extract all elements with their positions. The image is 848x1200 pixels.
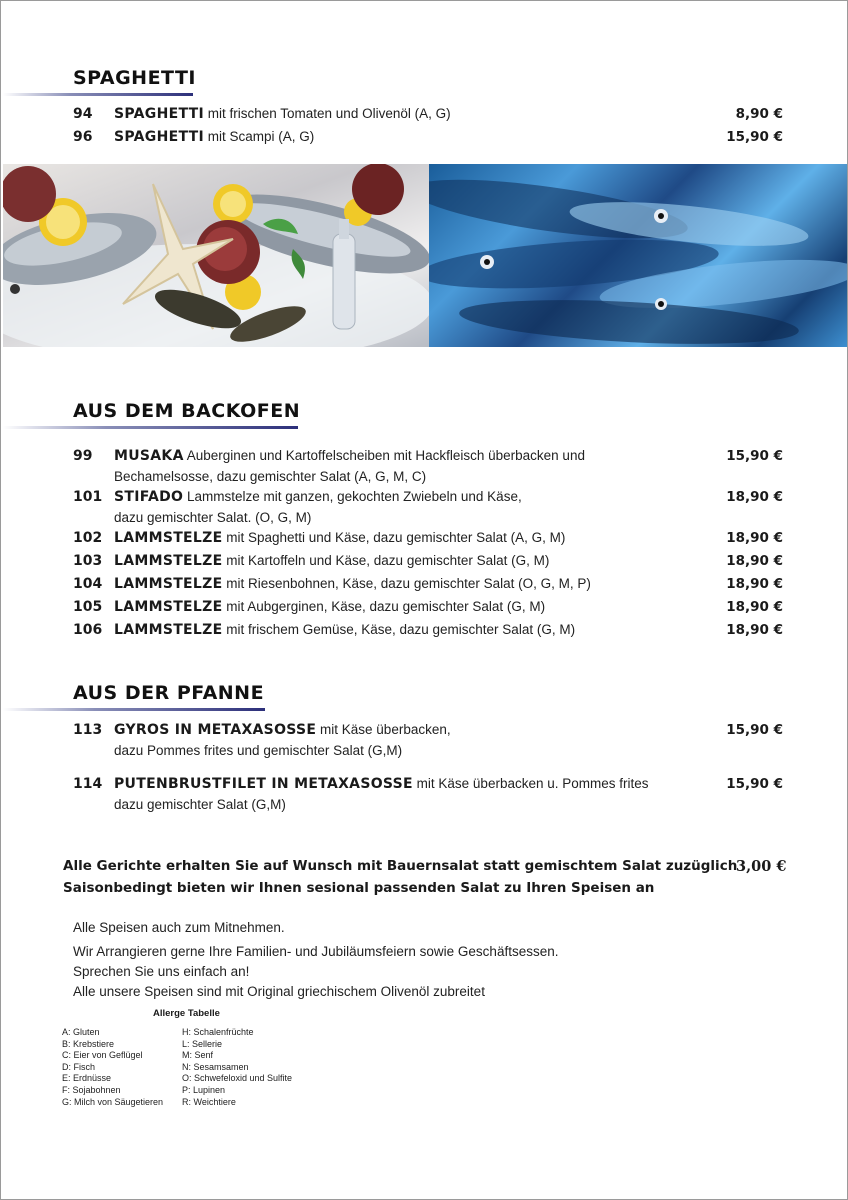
item-price: 18,90 € <box>726 599 783 615</box>
item-description-line2: dazu gemischter Salat (G,M) <box>114 797 286 812</box>
allergen-entry: R: Weichtiere <box>182 1096 236 1107</box>
item-price: 15,90 € <box>726 776 783 792</box>
item-name: GYROS IN METAXASOSSE <box>114 722 317 738</box>
item-description: Lammstelze mit ganzen, gekochten Zwiebeln und Käse, <box>183 489 522 504</box>
item-name: PUTENBRUSTFILET IN METAXASOSSE <box>114 776 413 792</box>
item-description: mit frischen Tomaten und Olivenöl (A, G) <box>204 106 451 121</box>
section-title-pfanne: AUS DER PFANNE <box>73 682 265 704</box>
allergen-entry: N: Sesamsamen <box>182 1061 249 1072</box>
allergen-entry: A: Gluten <box>62 1027 100 1037</box>
allergen-entry: M: Senf <box>182 1050 214 1061</box>
fish-illustration <box>429 164 847 347</box>
item-number: 103 <box>73 553 103 569</box>
item-description: mit Spaghetti und Käse, dazu gemischter Salat (A, G, M) <box>222 530 566 545</box>
section-underline <box>3 426 298 429</box>
item-description: mit Kartoffeln und Käse, dazu gemischter Salat (G, M) <box>222 553 550 568</box>
takeaway-note: Alle Speisen auch zum Mitnehmen. <box>73 920 285 935</box>
sardines-photo <box>429 164 847 347</box>
item-price: 18,90 € <box>726 576 783 592</box>
item-number: 105 <box>73 599 103 615</box>
allergen-entry: F: Sojabohnen <box>62 1084 121 1095</box>
item-name: SPAGHETTI <box>114 129 204 145</box>
item-number: 94 <box>73 106 93 122</box>
item-number: 113 <box>73 722 103 738</box>
item-description-line2: dazu gemischter Salat. (O, G, M) <box>114 510 312 525</box>
menu-item <box>73 486 783 528</box>
allergy-table-title: Allerge Tabelle <box>153 1008 220 1019</box>
item-name: LAMMSTELZE <box>114 530 223 546</box>
seafood-on-ice-photo <box>3 164 429 347</box>
item-price: 18,90 € <box>726 489 783 505</box>
item-price: 18,90 € <box>726 622 783 638</box>
salad-upgrade-price: 3,00 € <box>736 858 787 875</box>
seafood-illustration <box>3 164 429 347</box>
salad-upgrade-note: Alle Gerichte erhalten Sie auf Wunsch mit Bauernsalat statt gemischtem Salat zuzüglich <box>63 858 738 874</box>
menu-item <box>73 445 783 487</box>
seasonal-salad-note: Saisonbedingt bieten wir Ihnen sesional passenden Salat zu Ihren Speisen an <box>63 880 655 896</box>
item-price: 15,90 € <box>726 129 783 145</box>
menu-item <box>73 773 783 815</box>
item-name: LAMMSTELZE <box>114 622 223 638</box>
allergen-entry: O: Schwefeloxid und Sulfite <box>182 1073 293 1084</box>
item-description: Auberginen und Kartoffelscheiben mit Hackfleisch überbacken und <box>183 448 585 463</box>
allergen-entry: C: Eier von Geflügel <box>62 1050 143 1061</box>
item-price: 15,90 € <box>726 722 783 738</box>
item-number: 96 <box>73 129 93 145</box>
item-description: mit Riesenbohnen, Käse, dazu gemischter Salat (O, G, M, P) <box>222 576 591 591</box>
seafood-banner <box>3 164 847 347</box>
allergy-list-left <box>62 1027 163 1108</box>
item-name: MUSAKA <box>114 448 184 464</box>
item-number: 99 <box>73 448 93 464</box>
item-name: LAMMSTELZE <box>114 576 223 592</box>
allergen-entry: L: Sellerie <box>182 1038 223 1049</box>
item-number: 102 <box>73 530 103 546</box>
section-underline <box>3 93 193 96</box>
item-name: SPAGHETTI <box>114 106 204 122</box>
section-title-backofen: AUS DEM BACKOFEN <box>73 400 301 422</box>
item-description: mit Käse überbacken, <box>316 722 451 737</box>
allergen-entry: G: Milch von Säugetieren <box>62 1096 164 1107</box>
allergen-entry: D: Fisch <box>62 1061 96 1072</box>
item-description: mit Aubgerginen, Käse, dazu gemischter Salat (G, M) <box>222 599 546 614</box>
olive-oil-note: Alle unsere Speisen sind mit Original griechischem Olivenöl zubreitet <box>73 984 485 999</box>
allergen-entry: E: Erdnüsse <box>62 1073 112 1084</box>
item-number: 101 <box>73 489 103 505</box>
item-description: mit frischem Gemüse, Käse, dazu gemischter Salat (G, M) <box>222 622 576 637</box>
item-description: mit Käse überbacken u. Pommes frites <box>412 776 649 791</box>
allergen-entry: H: Schalenfrüchte <box>182 1027 254 1037</box>
contact-note: Sprechen Sie uns einfach an! <box>73 964 250 979</box>
item-number: 106 <box>73 622 103 638</box>
item-price: 15,90 € <box>726 448 783 464</box>
item-price: 8,90 € <box>735 106 783 122</box>
allergen-entry: P: Lupinen <box>182 1084 226 1095</box>
item-price: 18,90 € <box>726 553 783 569</box>
item-description-line2: Bechamelsosse, dazu gemischter Salat (A, G, M, C) <box>114 469 427 484</box>
item-description: mit Scampi (A, G) <box>204 129 315 144</box>
item-description-line2: dazu Pommes frites und gemischter Salat (G,M) <box>114 743 403 758</box>
events-note: Wir Arrangieren gerne Ihre Familien- und Jubiläumsfeiern sowie Geschäftsessen. <box>73 944 559 959</box>
item-name: LAMMSTELZE <box>114 599 223 615</box>
item-price: 18,90 € <box>726 530 783 546</box>
allergen-entry: B: Krebstiere <box>62 1038 115 1049</box>
section-underline <box>3 708 265 711</box>
item-number: 114 <box>73 776 103 792</box>
section-title-spaghetti: SPAGHETTI <box>73 67 196 89</box>
allergy-list-right <box>182 1027 292 1108</box>
item-number: 104 <box>73 576 103 592</box>
item-name: STIFADO <box>114 489 184 505</box>
item-name: LAMMSTELZE <box>114 553 223 569</box>
menu-item <box>73 719 783 761</box>
